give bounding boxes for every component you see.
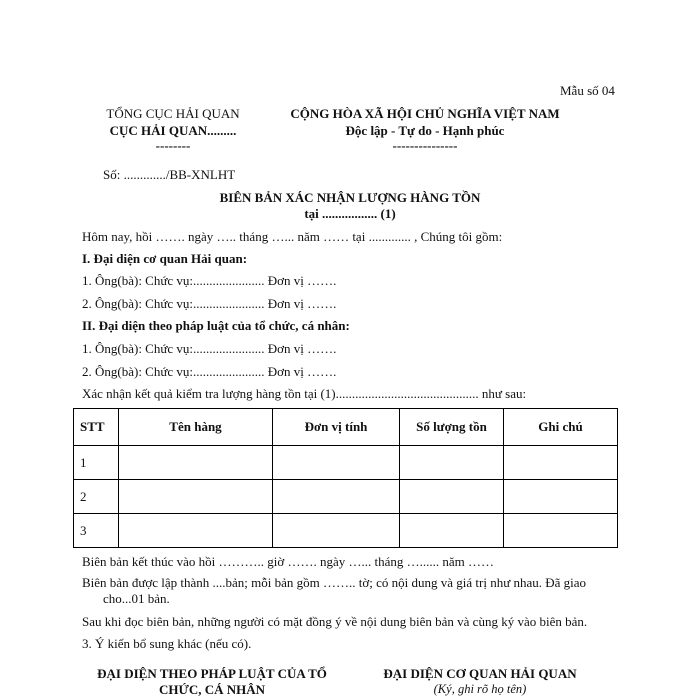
legal-rep-1: 1. Ông(bà): Chức vụ:...................... Đơn vị …….	[82, 341, 337, 356]
copies-line-continued: cho...01 bản.	[103, 591, 170, 606]
document-number: Số: ............./BB-XNLHT	[103, 167, 236, 182]
customs-rep-2: 2. Ông(bà): Chức vụ:...................... Đơn vị …….	[82, 296, 337, 311]
additional-comments-line: 3. Ý kiến bổ sung khác (nếu có).	[82, 636, 252, 651]
end-time-line: Biên bản kết thúc vào hồi ……….. giờ ……. ngày …... tháng …...... năm ……	[82, 554, 494, 569]
column-header-note: Ghi chú	[504, 409, 618, 446]
section-legal-heading: II. Đại diện theo pháp luật của tổ chức, cá nhân:	[82, 318, 350, 333]
department-name: CỤC HẢI QUAN.........	[109, 123, 237, 138]
signature-customs-instruction: (Ký, ghi rõ họ tên)	[433, 682, 527, 696]
confirm-line: Xác nhận kết quả kiểm tra lượng hàng tồn tại (1)............................................ như sau:	[82, 386, 527, 401]
cell-quantity[interactable]	[400, 446, 504, 480]
signature-legal-title-cont: CHỨC, CÁ NHÂN	[158, 682, 266, 697]
national-motto: Độc lập - Tự do - Hạnh phúc	[345, 123, 505, 138]
cell-unit[interactable]	[273, 446, 400, 480]
customs-rep-1: 1. Ông(bà): Chức vụ:...................... Đơn vị …….	[82, 273, 337, 288]
cell-note[interactable]	[504, 480, 618, 514]
row-number: 1	[74, 446, 119, 480]
cell-note[interactable]	[504, 514, 618, 548]
document-title-location: tại ................. (1)	[304, 206, 396, 221]
agreement-line: Sau khi đọc biên bản, những người có mặt đồng ý về nội dung biên bản và cùng ký vào biên bản.	[82, 614, 588, 629]
column-header-stt: STT	[74, 409, 119, 446]
table-row	[74, 514, 618, 548]
signature-legal-title: ĐẠI DIỆN THEO PHÁP LUẬT CỦA TỔ	[97, 666, 327, 681]
left-header-rule: --------	[155, 138, 191, 153]
cell-item-name[interactable]	[119, 514, 273, 548]
cell-quantity[interactable]	[400, 514, 504, 548]
row-number: 2	[74, 480, 119, 514]
section-customs-heading: I. Đại diện cơ quan Hải quan:	[82, 251, 248, 266]
table-row	[74, 480, 618, 514]
column-header-item-name: Tên hàng	[119, 409, 273, 446]
document-title: BIÊN BẢN XÁC NHẬN LƯỢNG HÀNG TỒN	[219, 190, 481, 205]
copies-line: Biên bản được lập thành ....bản; mỗi bản gồm …….. tờ; có nội dung và giá trị như nhau. Đã giao	[82, 575, 587, 590]
table-header-row	[74, 409, 618, 446]
country-name: CỘNG HÒA XÃ HỘI CHỦ NGHĨA VIỆT NAM	[290, 106, 560, 121]
cell-unit[interactable]	[273, 514, 400, 548]
intro-line: Hôm nay, hồi ……. ngày ….. tháng …... năm …… tại ............. , Chúng tôi gồm:	[82, 229, 503, 244]
cell-item-name[interactable]	[119, 480, 273, 514]
column-header-quantity: Số lượng tồn	[400, 409, 504, 446]
signature-customs-title: ĐẠI DIỆN CƠ QUAN HẢI QUAN	[383, 666, 577, 681]
right-header-rule: ---------------	[392, 138, 458, 153]
legal-rep-2: 2. Ông(bà): Chức vụ:...................... Đơn vị …….	[82, 364, 337, 379]
cell-unit[interactable]	[273, 480, 400, 514]
table-row	[74, 446, 618, 480]
column-header-unit: Đơn vị tính	[273, 409, 400, 446]
inventory-table	[73, 408, 618, 548]
cell-note[interactable]	[504, 446, 618, 480]
cell-item-name[interactable]	[119, 446, 273, 480]
row-number: 3	[74, 514, 119, 548]
cell-quantity[interactable]	[400, 480, 504, 514]
agency-name: TỔNG CỤC HẢI QUAN	[106, 106, 240, 121]
form-number: Mẫu số 04	[560, 83, 615, 98]
